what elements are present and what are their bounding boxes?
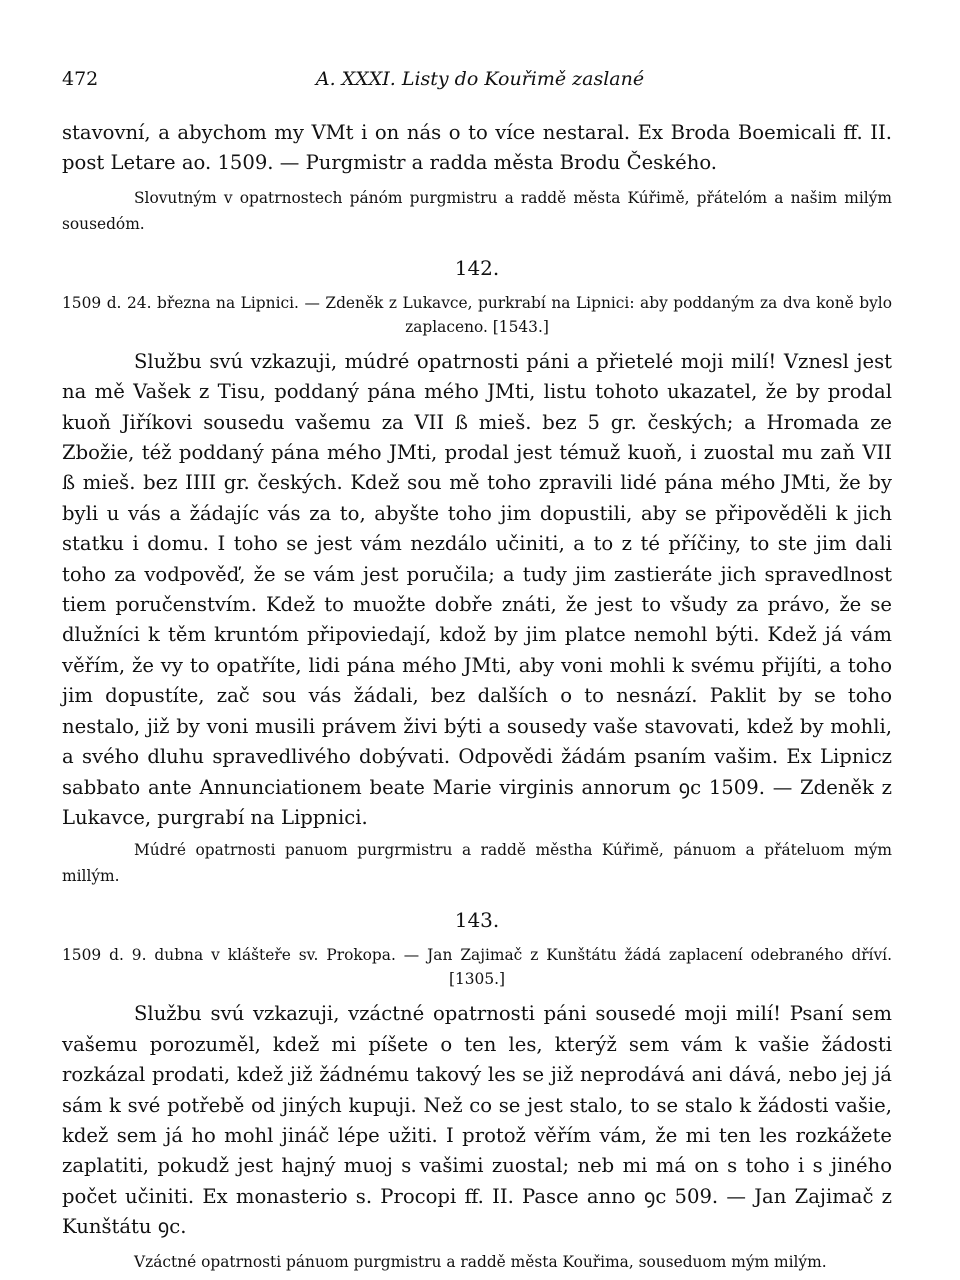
letter-regest: 1509 d. 9. dubna v klášteře sv. Prokopa. — Jan Zajimač z Kunštátu žádá zaplacení odebraného dříví. [1305.] (62, 946, 892, 989)
letter-number: 142. (454, 255, 500, 280)
page-number: 472 (62, 68, 99, 90)
running-title: A. XXXI. Listy do Kouřimě zaslané (315, 68, 645, 90)
page-content (62, 118, 892, 1275)
letter-address: Slovutným v opatrnostech pánóm purgmistru a raddě města Kúřimě, přátelóm a našim milým sousedóm. (62, 188, 892, 233)
letter-address: Vzáctné opatrnosti pánuom purgmistru a raddě města Kouřima, souseduom mým milým. (134, 1252, 827, 1271)
letter-body: Službu svú vzkazuji, múdré opatrnosti páni a přietelé moji milí! Vznesl jest na mě Vašek z Tisu, poddaný pána mého JMti, listu tohoto ukazatel, že by prodal kuoň Jiříkovi sousedu vašemu za VII ß mieš. bez 5 gr. českých; a Hromada ze Zbožie, též poddaný pána mého JMti, prodal jest témuž kuoň, i zuostal mu zaň VII ß mieš. bez IIII gr. českých. Kdež sou mě toho zpravili lidé pána mého JMti, že by byli u vás a žádajíc vás za to, abyšte toho jim dopustili, aby se připověděli k jich statku i domu. I toho se jest vám nezdálo učiniti, a to z té příčiny, to ste jim dali toho za vodpověď, že se vám jest poručila; a tudy jim zastieráte jich spravedlnost tiem poručenstvím. Kdež to muožte dobře znáti, že jest to všudy za právo, že se dlužníci k těm kruntóm připoviedají, kdož by jim platce nemohl býti. Kdež já vám věřím, že vy to opatříte, lidi pána mého JMti, aby voni mohli k svému přijíti, a toho jim dopustíte, zač sou vás žádali, bez dalších o to nesnází. Paklit by se toho nestalo, již by voni musili právem živi býti a sousedy vaše stavovati, kdež by mohli, a svého dluhu spravedlivého dobývati. Odpovědi žádám psaním vašim. Ex Lipnicz sabbato ante Annunciationem beate Marie virginis annorum ꝯc 1509. — Zdeněk z Lukavce, purgrabí na Lippnici. (62, 349, 892, 829)
letter-address: Múdré opatrnosti panuom purgrmistru a raddě městha Kúřimě, pánuom a přáteluom mým millým. (62, 841, 892, 886)
page-header (62, 68, 898, 98)
letter-number: 143. (454, 908, 500, 933)
letter-body: Službu svú vzkazuji, vzáctné opatrnosti páni sousedé moji milí! Psaní sem vašemu porozuměl, kdež mi píšete o ten les, kterýž sem vám k vašie žádosti rozkázal prodati, kdež již žádnému takový les se již neprodává ani dává, nebo jej já sám k své potřebě od jiných kupuji. Než co se jest stalo, to se stalo k žádosti vašie, kdež sem já ho mohl jináč lépe užiti. I protož věřím vám, že mi ten les rozkážete zaplatiti, pokudž jest hajný muoj s vašimi zuostal; neb mi má on s toho i s jiného počet učiniti. Ex monasterio s. Procopi ff. II. Pasce anno ꝯc 509. — Jan Zajimač z Kunštátu ꝯc. (62, 1002, 892, 1239)
letter-regest: 1509 d. 24. března na Lipnici. — Zdeněk z Lukavce, purkrabí na Lipnici: aby poddaným za dva koně bylo zaplaceno. [1543.] (62, 293, 892, 336)
letter-continuation-text: stavovní, a abychom my VMt i on nás o to více nestaral. Ex Broda Boemicali ff. II. post Letare ao. 1509. — Purgmistr a radda města Brodu Českého. (62, 121, 892, 175)
